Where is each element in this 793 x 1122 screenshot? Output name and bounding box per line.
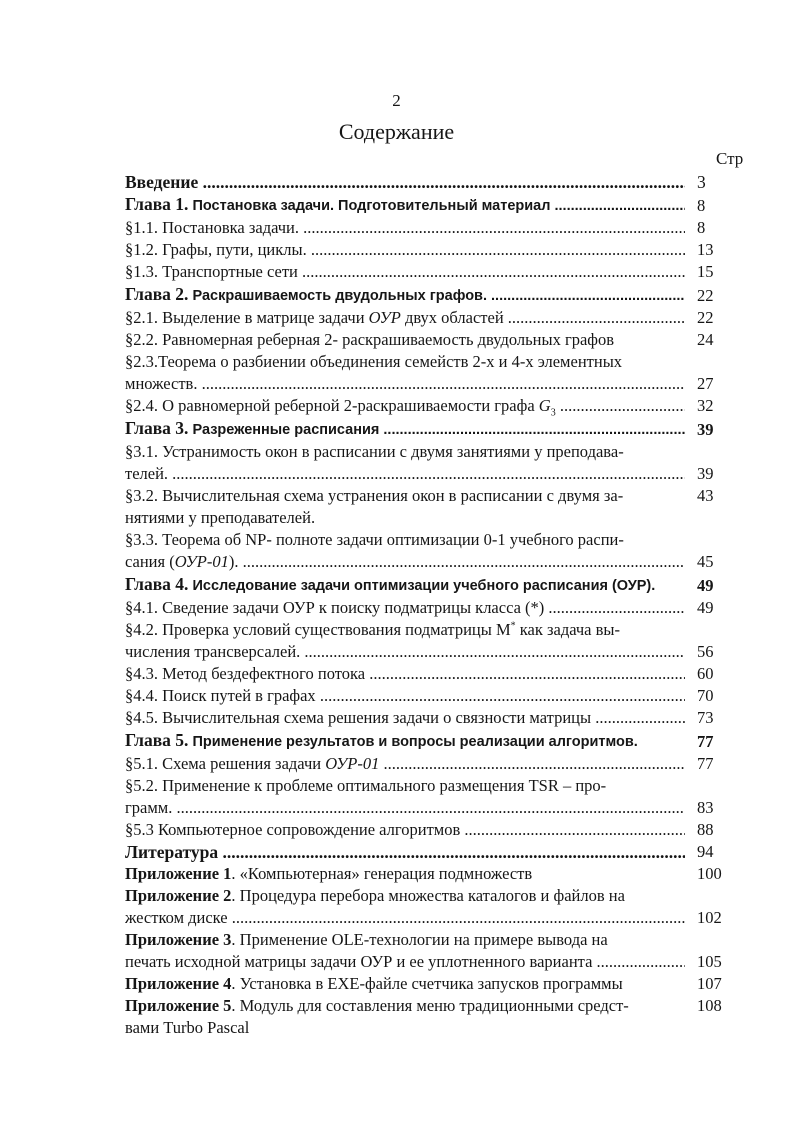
toc-entry-section-4-3[interactable] xyxy=(125,663,745,685)
appendix-label: Приложение 3 xyxy=(125,930,232,949)
toc-entry-section-1-1[interactable] xyxy=(125,217,745,239)
page-title: Содержание xyxy=(338,119,455,144)
appendix-label: Приложение 5 xyxy=(125,996,232,1015)
toc-entry-title-line1: §5.2. Применение к проблеме оптимального размещения TSR – про- xyxy=(125,776,607,795)
toc-entry-page: 27 xyxy=(697,374,714,393)
toc-entry-title: §1.3. Транспортные сети ..... xyxy=(125,261,685,283)
toc-entry-page: 15 xyxy=(697,262,714,281)
toc-entry-page: 43 xyxy=(697,486,714,505)
toc-entry-page: 88 xyxy=(697,820,714,839)
toc-entry-appendix-1[interactable] xyxy=(125,863,745,885)
chapter-label: Глава 1. xyxy=(125,194,189,214)
toc-entry-title: §4.4. Поиск путей в графах ..... xyxy=(125,685,685,707)
toc-entry-title-line1: §2.3.Теорема о разбиении объединения семейств 2-х и 4-х элементных xyxy=(125,352,623,371)
toc-entry-page: 77 xyxy=(697,754,714,773)
toc-entry-appendix-2[interactable] xyxy=(125,885,745,929)
toc-entry-title: Введение ..... xyxy=(125,171,685,193)
toc-entry-title: §4.1. Сведение задачи ОУР к поиску подматрицы класса (*) ..... xyxy=(125,597,685,619)
toc-entry-title-line1: . Процедура перебора множества каталогов и файлов на xyxy=(231,886,625,905)
toc-entry-title-line1-end: как задача вы- xyxy=(515,620,620,639)
toc-entry-title: §2.1. Выделение в матрице задачи xyxy=(125,308,369,327)
toc-entry-title: §2.2. Равномерная реберная 2- раскрашиваемость двудольных графов xyxy=(125,330,615,349)
toc-entry-page: 39 xyxy=(697,464,714,483)
toc-entry-title: Литература ..... xyxy=(125,841,685,863)
toc-entry-title-line2: множеств. ..... xyxy=(125,373,685,395)
toc-entry-title: Раскрашиваемость двудольных графов. xyxy=(188,288,487,304)
appendix-label: Приложение 2 xyxy=(125,886,232,905)
toc-entry-title: Исследование задачи оптимизации учебного расписания (ОУР). xyxy=(188,578,656,594)
toc-entry-appendix-5[interactable] xyxy=(125,995,745,1039)
appendix-label: Приложение 4 xyxy=(125,974,232,993)
toc-entry-page: 22 xyxy=(697,286,714,305)
toc-entry-title: Разреженные расписания xyxy=(188,422,380,438)
toc-entry-title-line1: §3.3. Теорема об NP- полноте задачи оптимизации 0-1 учебного распи- xyxy=(125,530,624,549)
toc-entry-title-line1: . Применение OLE-технологии на примере вывода на xyxy=(231,930,608,949)
toc-entry-title: §2.4. О равномерной реберной 2-раскрашиваемости графа xyxy=(125,396,539,415)
toc-entry-page: 102 xyxy=(697,908,722,927)
toc-entry-section-5-3[interactable] xyxy=(125,819,745,841)
toc-entry-title: Применение результатов и вопросы реализации алгоритмов. xyxy=(188,734,638,750)
toc-entry-section-1-3[interactable] xyxy=(125,261,745,283)
toc-entry-subscript: 3 xyxy=(550,407,556,417)
toc-entry-introduction[interactable] xyxy=(125,171,745,193)
toc-entry-page: 107 xyxy=(697,974,722,993)
toc-entry-page: 22 xyxy=(697,308,714,327)
toc-entry-title-line2: сания ( xyxy=(125,552,175,571)
toc-entry-title-line2: вами Turbo Pascal xyxy=(125,1018,250,1037)
toc-entry-page: 73 xyxy=(697,708,714,727)
toc-entry-page: 8 xyxy=(697,218,706,237)
page-number: 2 xyxy=(392,91,401,110)
toc-entry-section-4-4[interactable] xyxy=(125,685,745,707)
toc-entry-title: §4.3. Метод бездефектного потока ..... xyxy=(125,663,685,685)
toc-entry-title: §1.1. Постановка задачи. ..... xyxy=(125,217,685,239)
toc-entry-section-5-1[interactable] xyxy=(125,753,745,775)
toc-entry-section-4-1[interactable] xyxy=(125,597,745,619)
toc-entry-section-4-2[interactable] xyxy=(125,619,745,663)
toc-entry-superscript: * xyxy=(510,620,516,632)
toc-entry-chapter-5[interactable] xyxy=(125,729,745,753)
toc-entry-page: 49 xyxy=(697,576,714,595)
toc-entry-title: . Установка в EXE-файле счетчика запусков программы xyxy=(231,974,623,993)
toc-entry-literature[interactable] xyxy=(125,841,745,863)
toc-entry-title: §1.2. Графы, пути, циклы. ..... xyxy=(125,239,685,261)
toc-entry-title-line2: числения трансверсалей. ..... xyxy=(125,641,685,663)
toc-entry-page: 32 xyxy=(697,396,714,415)
toc-entry-page: 94 xyxy=(697,842,714,861)
page-column-label: Стр xyxy=(716,149,744,168)
toc-entry-page: 24 xyxy=(697,330,714,349)
toc-entry-page: 100 xyxy=(697,864,722,883)
toc-entry-appendix-4[interactable] xyxy=(125,973,745,995)
toc-entry-page: 60 xyxy=(697,664,714,683)
toc-entry-title-line1: . Модуль для составления меню традиционными средст- xyxy=(231,996,629,1015)
toc-entry-title-line2: телей. ..... xyxy=(125,463,685,485)
toc-entry-chapter-4[interactable] xyxy=(125,573,745,597)
toc-entry-page: 77 xyxy=(697,732,714,751)
toc-entry-chapter-3[interactable] xyxy=(125,417,745,441)
toc-entry-title-italic: ОУР-01 xyxy=(325,754,380,773)
toc-entry-page: 83 xyxy=(697,798,714,817)
toc-entry-page: 105 xyxy=(697,952,722,971)
toc-entry-title: Постановка задачи. Подготовительный материал xyxy=(188,198,551,214)
toc-entry-title-italic: ОУР-01 xyxy=(174,552,229,571)
toc-entry-title-line1: §3.2. Вычислительная схема устранения окон в расписании с двумя за- xyxy=(125,486,624,505)
toc-entry-chapter-1[interactable] xyxy=(125,193,745,217)
toc-entry-title: . «Компьютерная» генерация подмножеств xyxy=(231,864,533,883)
table-of-contents xyxy=(125,171,745,1039)
toc-entry-title-italic: ОУР xyxy=(368,308,401,327)
toc-entry-section-2-3[interactable] xyxy=(125,351,745,395)
toc-entry-title: §4.5. Вычислительная схема решения задачи о связности матрицы ..... xyxy=(125,707,685,729)
toc-entry-appendix-3[interactable] xyxy=(125,929,745,973)
toc-entry-title: §5.3 Компьютерное сопровождение алгоритмов ..... xyxy=(125,819,685,841)
toc-entry-title-line2: грамм. ..... xyxy=(125,797,685,819)
toc-entry-title-line2-end: ). xyxy=(228,552,239,571)
toc-entry-page: 8 xyxy=(697,196,706,215)
chapter-label: Глава 4. xyxy=(125,574,189,594)
chapter-label: Глава 5. xyxy=(125,730,189,750)
toc-entry-page: 45 xyxy=(697,552,714,571)
chapter-label: Глава 3. xyxy=(125,418,189,438)
toc-entry-chapter-2[interactable] xyxy=(125,283,745,307)
toc-entry-section-3-2[interactable] xyxy=(125,485,745,529)
toc-entry-page: 56 xyxy=(697,642,714,661)
toc-entry-page: 39 xyxy=(697,420,714,439)
toc-entry-section-3-1[interactable] xyxy=(125,441,745,485)
chapter-label: Глава 2. xyxy=(125,284,189,304)
toc-entry-title-line1: §4.2. Проверка условий существования подматрицы М xyxy=(125,620,511,639)
toc-entry-title-line2: нятиями у преподавателей. xyxy=(125,508,316,527)
toc-entry-page: 3 xyxy=(697,172,706,192)
toc-entry-section-2-4[interactable] xyxy=(125,395,745,417)
toc-entry-page: 108 xyxy=(697,996,722,1015)
toc-entry-section-2-1[interactable] xyxy=(125,307,745,329)
toc-entry-title-line2: печать исходной матрицы задачи ОУР и ее уплотненного варианта ..... xyxy=(125,951,685,973)
toc-entry-section-4-5[interactable] xyxy=(125,707,745,729)
toc-entry-section-1-2[interactable] xyxy=(125,239,745,261)
toc-entry-section-2-2[interactable] xyxy=(125,329,745,351)
toc-entry-title-line1: §3.1. Устранимость окон в расписании с двумя занятиями у преподава- xyxy=(125,442,624,461)
appendix-label: Приложение 1 xyxy=(125,864,232,883)
toc-entry-title-line2: жестком диске ..... xyxy=(125,907,685,929)
toc-entry-page: 70 xyxy=(697,686,714,705)
toc-entry-title-end: двух областей xyxy=(400,308,504,327)
toc-entry-title: §5.1. Схема решения задачи xyxy=(125,754,326,773)
toc-entry-page: 49 xyxy=(697,598,714,617)
toc-entry-section-3-3[interactable] xyxy=(125,529,745,573)
toc-entry-title-italic: G xyxy=(538,396,551,415)
toc-entry-section-5-2[interactable] xyxy=(125,775,745,819)
toc-entry-page: 13 xyxy=(697,240,714,259)
